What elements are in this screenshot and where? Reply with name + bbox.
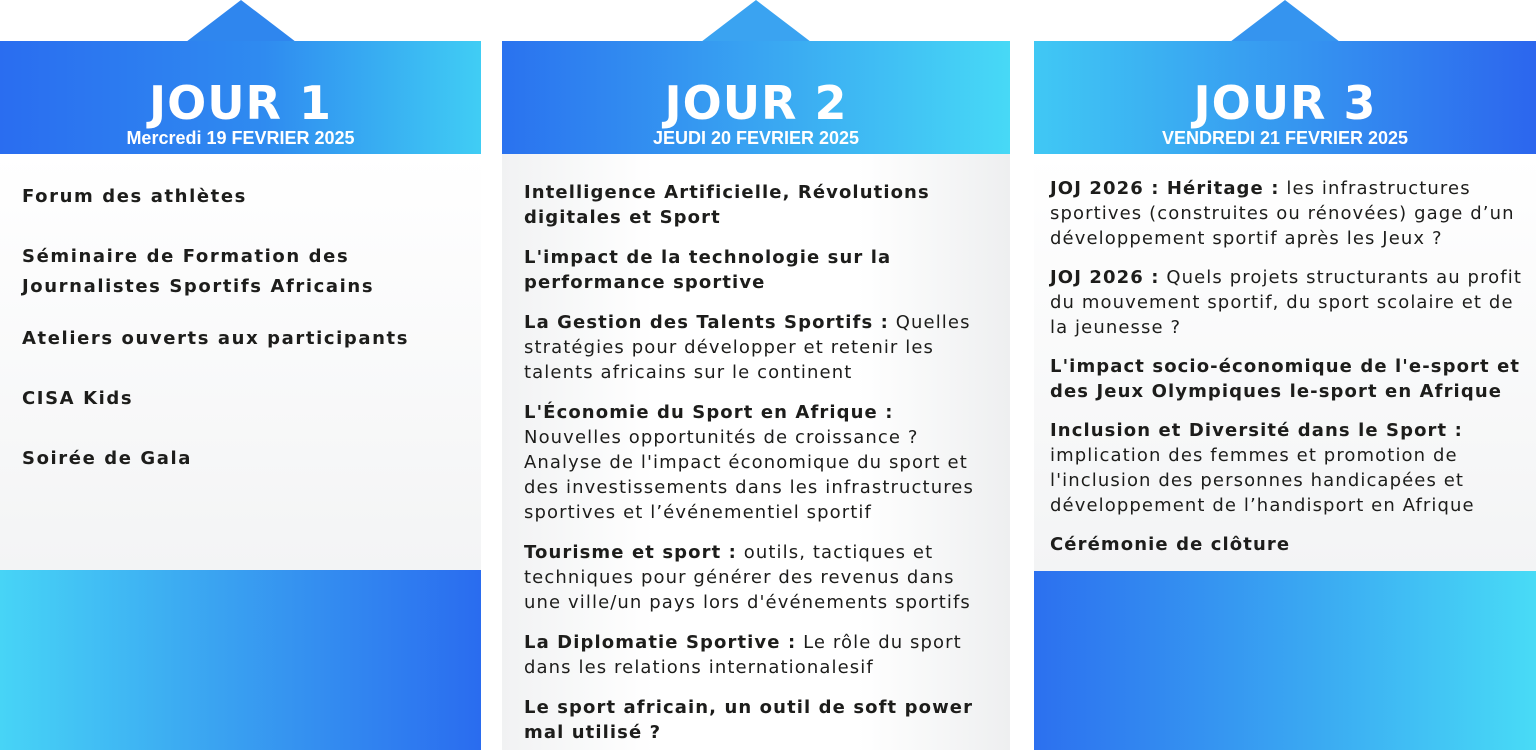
day-header	[1034, 41, 1536, 154]
day-header	[0, 41, 481, 154]
program-item: Cérémonie de clôture	[1050, 534, 1291, 555]
program-item: Séminaire de Formation des Journalistes Sportifs Africains	[22, 246, 375, 297]
header-arrow	[1230, 0, 1340, 42]
day-column-3	[1034, 0, 1536, 750]
program-item: JOJ 2026 : Quels projets structurants au profit du mouvement sportif, du sport scolaire et de la jeunesse ?	[1050, 267, 1522, 338]
footer-band	[0, 570, 481, 750]
header-arrow	[701, 0, 811, 42]
program-item: L'Économie du Sport en Afrique : Nouvelles opportunités de croissance ? Analyse de l'impact économique du sport et des investissements dans les infrastructures sportives et l’événementiel sportif	[524, 402, 974, 523]
day-title: JOUR 1	[148, 76, 332, 130]
day-date: JEUDI 20 FEVRIER 2025	[652, 128, 860, 148]
day-title: JOUR 2	[664, 76, 848, 130]
program-item: La Gestion des Talents Sportifs : Quelles stratégies pour développer et retenir les talents africains sur le continent	[524, 312, 971, 383]
program-item: CISA Kids	[22, 388, 134, 409]
day-date: VENDREDI 21 FEVRIER 2025	[1161, 128, 1409, 148]
program-item: La Diplomatie Sportive : Le rôle du sport dans les relations internationalesif	[524, 632, 962, 678]
day-date: Mercredi 19 FEVRIER 2025	[126, 128, 355, 148]
program-item: Inclusion et Diversité dans le Sport : implication des femmes et promotion de l'inclusion des personnes handicapées et développement de l’handisport en Afrique	[1050, 420, 1475, 516]
program-item: Le sport africain, un outil de soft power mal utilisé ?	[524, 697, 974, 743]
program-item: JOJ 2026 : Héritage : les infrastructures sportives (construites ou rénovées) gage d’un développement sportif après les Jeux ?	[1050, 178, 1515, 249]
day-header	[502, 41, 1010, 154]
footer-band	[1034, 571, 1536, 750]
day-program	[502, 154, 1010, 750]
day-title: JOUR 3	[1193, 76, 1377, 130]
program-item: Forum des athlètes	[22, 186, 247, 207]
header-arrow	[186, 0, 296, 42]
program-item: Soirée de Gala	[22, 448, 193, 469]
program-item: Tourisme et sport : outils, tactiques et techniques pour générer des revenus dans une ville/un pays lors d'événements sportifs	[524, 542, 971, 613]
day-column-1	[0, 0, 481, 750]
day-column-2	[502, 0, 1010, 750]
program-item: L'impact de la technologie sur la performance sportive	[524, 247, 892, 293]
program-item: Ateliers ouverts aux participants	[22, 328, 410, 349]
program-item: L'impact socio-économique de l'e-sport et des Jeux Olympiques le-sport en Afrique	[1050, 356, 1521, 402]
day-program	[1034, 154, 1536, 571]
day-program	[0, 154, 481, 570]
program-item: Intelligence Artificielle, Révolutions digitales et Sport	[524, 182, 930, 228]
